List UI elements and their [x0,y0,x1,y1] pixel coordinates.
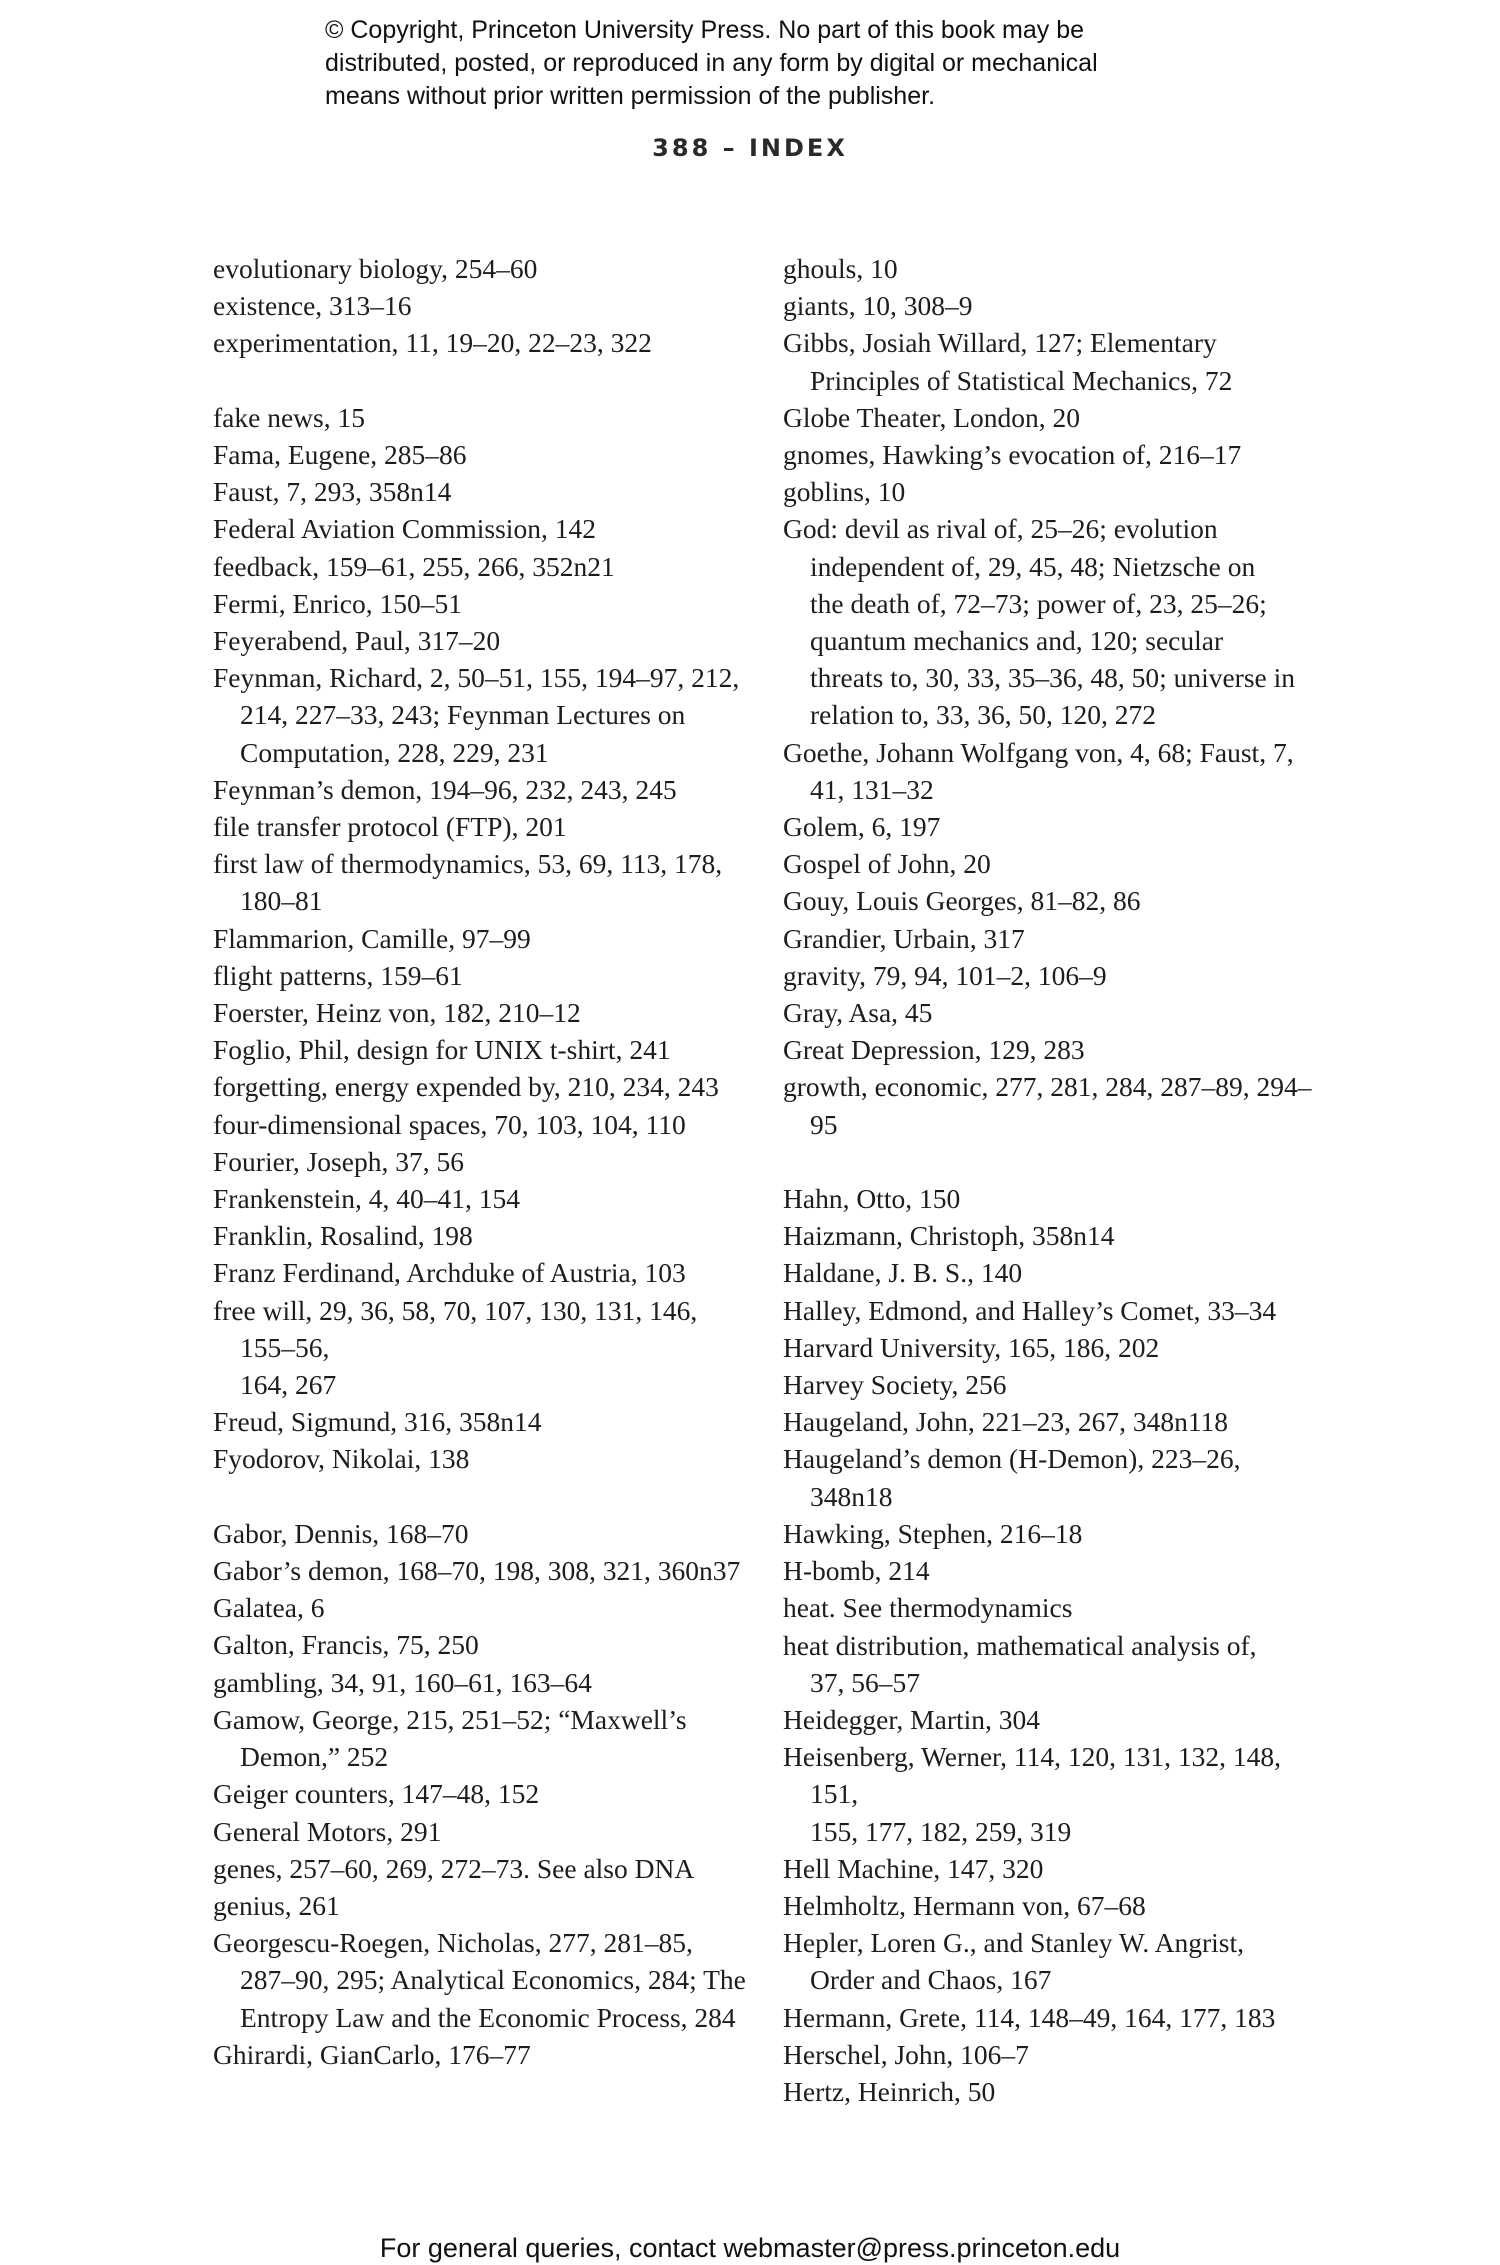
index-entry: genes, 257–60, 269, 272–73. See also DNA [213,1852,695,1884]
index-entry: Frankenstein, 4, 40–41, 154 [213,1183,521,1215]
index-entry: file transfer protocol (FTP), 201 [213,811,567,843]
index-entry: Gray, Asa, 45 [783,997,933,1029]
index-entry: Haugeland, John, 221–23, 267, 348n118 [783,1406,1229,1438]
index-entry: Feyerabend, Paul, 317–20 [213,625,501,657]
copyright-line: © Copyright, Princeton University Press. No part of this book may be [325,16,1085,44]
index-entry: forgetting, energy expended by, 210, 234, 243 [213,1071,719,1103]
index-entry: Geiger counters, 147–48, 152 [213,1778,540,1810]
index-entry: Halley, Edmond, and Halley’s Comet, 33–34 [783,1294,1277,1326]
index-entry: genius, 261 [213,1889,340,1921]
index-entry: heat distribution, mathematical analysis of, 37, 56–57 [783,1629,1257,1698]
index-entry: Fourier, Joseph, 37, 56 [213,1145,464,1177]
index-column-right [783,250,1323,2110]
copyright-line: means without prior written permission of the publisher. [325,82,936,110]
index-entry: Gamow, George, 215, 251–52; “Maxwell’s Demon,” 252 [213,1703,687,1773]
index-entry: first law of thermodynamics, 53, 69, 113, 178, 180–81 [213,848,723,917]
index-entry: Foglio, Phil, design for UNIX t-shirt, 241 [213,1034,671,1066]
index-entry: ghouls, 10 [783,253,898,284]
index-entry: Fama, Eugene, 285–86 [213,439,467,470]
index-entry: gnomes, Hawking’s evocation of, 216–17 [783,439,1242,471]
index-entry: Franklin, Rosalind, 198 [213,1220,473,1252]
index-entry: Gouy, Louis Georges, 81–82, 86 [783,885,1141,917]
index-entry: Golem, 6, 197 [783,811,941,843]
index-entry: Hepler, Loren G., and Stanley W. Angrist, Order and Chaos, 167 [783,1927,1244,1996]
index-entry: Heisenberg, Werner, 114, 120, 131, 132, 148, 151, 155, 177, 182, 259, 319 [783,1741,1281,1847]
index-entry: Grandier, Urbain, 317 [783,922,1025,954]
index-entry: Georgescu-Roegen, Nicholas, 277, 281–85, 287–90, 295; Analytical Economics, 284; The Entropy Law and the Economic Process, 284 [213,1927,746,2033]
index-entry: Galton, Francis, 75, 250 [213,1629,479,1661]
index-entry: General Motors, 291 [213,1815,442,1847]
index-entry: Fyodorov, Nikolai, 138 [213,1443,470,1475]
index-entry: existence, 313–16 [213,290,412,322]
index-entry: Haizmann, Christoph, 358n14 [783,1220,1115,1252]
index-entry: Fermi, Enrico, 150–51 [213,587,462,619]
index-entry: Gibbs, Josiah Willard, 127; Elementary Principles of Statistical Mechanics, 72 [783,327,1233,396]
index-entry: Gabor’s demon, 168–70, 198, 308, 321, 360n37 [213,1555,741,1587]
index-entry: four-dimensional spaces, 70, 103, 104, 110 [213,1108,686,1140]
footer-contact: For general queries, contact webmaster@press.princeton.edu [379,2233,1121,2263]
index-entry: H-bomb, 214 [783,1555,930,1587]
index-entry: Hawking, Stephen, 216–18 [783,1517,1083,1549]
index-entry: Heidegger, Martin, 304 [783,1703,1041,1735]
index-entry: Goethe, Johann Wolfgang von, 4, 68; Faust, 7, 41, 131–32 [783,736,1294,805]
index-entry: flight patterns, 159–61 [213,959,463,991]
index-entry: Haldane, J. B. S., 140 [783,1257,1023,1289]
copyright-notice [325,14,1225,113]
index-entry: Galatea, 6 [213,1592,325,1624]
index-entry: Gospel of John, 20 [783,848,991,880]
index-entry: Feynman, Richard, 2, 50–51, 155, 194–97, 212, 214, 227–33, 243; Feynman Lectures on Computation, 228, 229, 231 [213,662,740,768]
index-entry: Gabor, Dennis, 168–70 [213,1517,469,1549]
index-entry: growth, economic, 277, 281, 284, 287–89, 294–95 [783,1071,1312,1140]
index-entry: goblins, 10 [783,476,906,508]
running-head: 388 – INDEX [652,134,848,162]
index-entry: Herschel, John, 106–7 [783,2038,1029,2070]
index-entry: Hahn, Otto, 150 [783,1183,961,1215]
index-entry: Hertz, Heinrich, 50 [783,2075,996,2107]
letter-section-gap [783,1143,1323,1180]
index-entry: gravity, 79, 94, 101–2, 106–9 [783,959,1107,991]
index-entry: God: devil as rival of, 25–26; evolution independent of, 29, 45, 48; Nietzsche on the death of, 72–73; power of, 23, 25–26; quantum mechanics and, 120; secular threats to, 30, 33, 35–36, 48, 50; universe in relation to, 33, 36, 50, 120, 272 [783,513,1296,731]
letter-section-gap [213,1478,753,1515]
index-entry: Hermann, Grete, 114, 148–49, 164, 177, 183 [783,2001,1276,2033]
index-entry: giants, 10, 308–9 [783,290,973,322]
index-entry: gambling, 34, 91, 160–61, 163–64 [213,1666,592,1698]
index-entry: free will, 29, 36, 58, 70, 107, 130, 131, 146, 155–56, 164, 267 [213,1294,698,1401]
index-entry: evolutionary biology, 254–60 [213,253,538,284]
index-entry: Globe Theater, London, 20 [783,401,1080,433]
index-entry: Harvey Society, 256 [783,1369,1007,1401]
index-entry: Hell Machine, 147, 320 [783,1852,1044,1884]
index-entry: Harvard University, 165, 186, 202 [783,1331,1160,1363]
index-entry: experimentation, 11, 19–20, 22–23, 322 [213,327,652,359]
index-entry: Great Depression, 129, 283 [783,1034,1085,1066]
index-entry: Ghirardi, GianCarlo, 176–77 [213,2038,531,2070]
index-entry: Helmholtz, Hermann von, 67–68 [783,1889,1146,1921]
index-entry: Freud, Sigmund, 316, 358n14 [213,1406,542,1438]
index-entry: Federal Aviation Commission, 142 [213,513,596,545]
index-entry: Feynman’s demon, 194–96, 232, 243, 245 [213,773,677,805]
index-entry: feedback, 159–61, 255, 266, 352n21 [213,550,615,582]
index-entry: Flammarion, Camille, 97–99 [213,922,531,954]
index-entry: fake news, 15 [213,401,365,433]
letter-section-gap [213,362,753,399]
index-entry: heat. See thermodynamics [783,1592,1073,1624]
index-entry: Franz Ferdinand, Archduke of Austria, 103 [213,1257,686,1289]
copyright-line: distributed, posted, or reproduced in any form by digital or mechanical [325,49,1098,77]
index-column-left [213,250,753,2073]
index-entry: Foerster, Heinz von, 182, 210–12 [213,997,581,1029]
index-entry: Haugeland’s demon (H-Demon), 223–26, 348n18 [783,1443,1241,1512]
index-entry: Faust, 7, 293, 358n14 [213,476,452,508]
